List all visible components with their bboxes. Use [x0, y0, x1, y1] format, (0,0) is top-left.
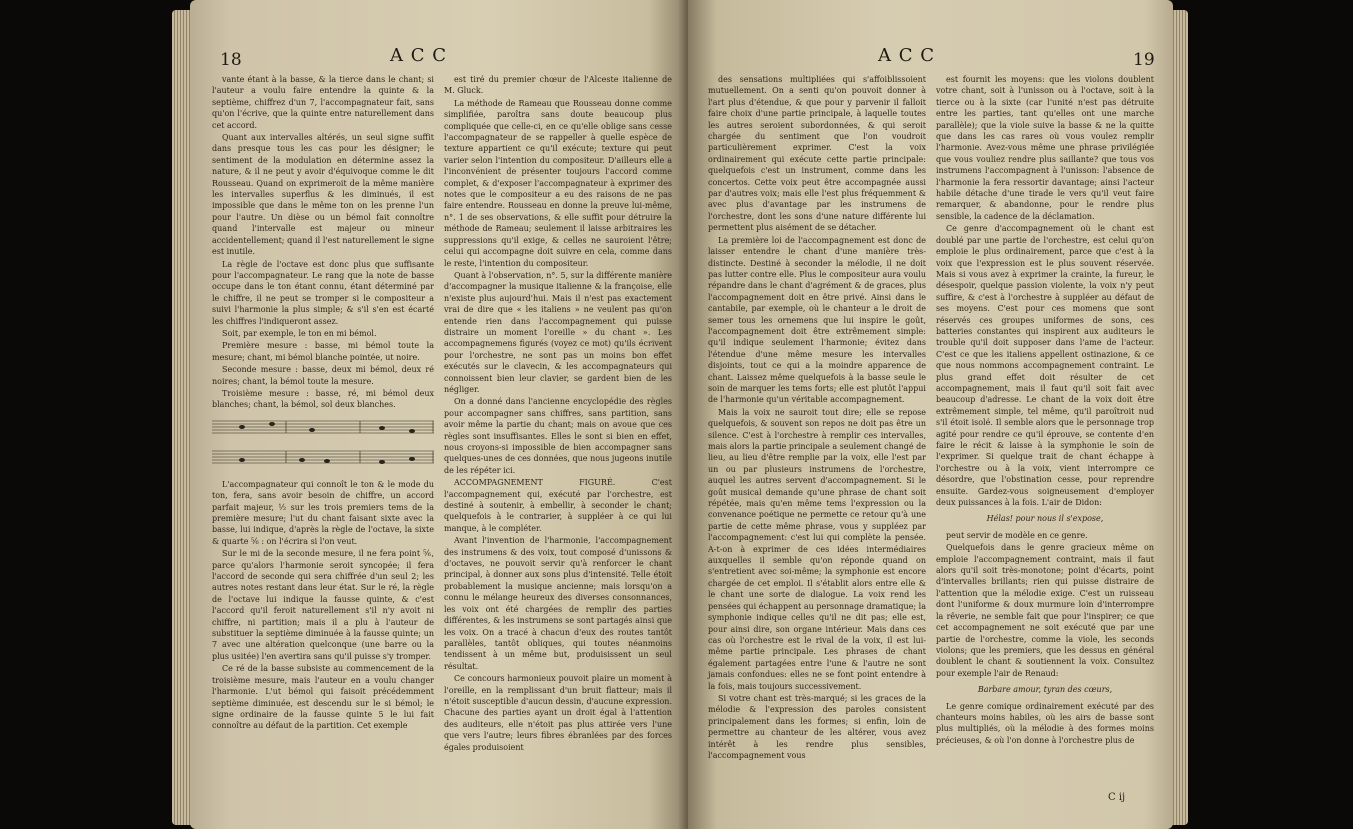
left-column-1	[212, 74, 434, 733]
paragraph: La règle de l'octave est donc plus que suffisante pour l'accompagnateur. Le rang que la note de basse occupe dans le ton étant connu, étant déterminé par le chiffre, il ne peut se tromper si le compositeur a suivi l'harmonie la plus simple; & s'il s'en est écarté les chiffres l'indiqueront assez.	[212, 259, 434, 326]
paragraph: Ce genre d'accompagnement où le chant est doublé par une partie de l'orchestre, est celui qu'on emploie le plus ordinairement, parce que c'est à la voix que l'expression est le plus souvent réservée. Mais si vous avez à exprimer la crainte, la fureur, le désespoir, quelque passion violente, la voix n'y peut suffire, & c'est à l'orchestre à suppléer au défaut de ses moyens. C'est pour ces momens que sont réservés ces groupes uniformes de sons, ces batteries constantes qui inspirent aux auditeurs le trouble qu'il doit supposer dans l'ame de l'acteur. C'est ce que les italiens appellent ostinazione, & ce que nous nommons accompagnement contraint. Le plus grand effet doit résulter de cet accompagnement, mais il faut qu'il soit fait avec beaucoup d'adresse. Le chant de la voix doit être extrêmement simple, tel même, qu'il paroîtroit nud s'il étoit isolé. Il semble alors que le personnage trop agité pour rendre ce qu'il éprouve, se contente d'en faire le récit & laisse à la symphonie le soin de l'exprimer. Si quelque trait de chant échappe à l'orchestre ou à la voix, vient interrompre ce désordre, que l'obstination cesse, pour reprendre ensuite. Gardez-vous soigneusement d'employer deux puissances à la fois. L'air de Didon:	[936, 224, 1154, 508]
paragraph: Mais la voix ne sauroit tout dire; elle se repose quelquefois, & souvent son repos ne doit pas être un silence. C'est à l'orchestre à remplir ces intervalles, mais alors la partie principale a seulement changé de lieu, au lieu d'être remplie par la voix, elle l'est par un ou par plusieurs instrumens de l'orchestre, auquel les autres servent d'accompagnement. Si le goût musical demande qu'une phrase de chant soit répétée, mais qu'en même tems l'expression ou la convenance poétique ne permette ce retour qu'à une partie de cette même phrase, vous y suppléez par l'accompagnement: c'est lui qui complète la pensée. A-t-on à exprimer de ces idées intermédiaires auxquelles il semble qu'on réponde quand on s'entretient avec soi-même; la symphonie est encore chargée de cet emploi. Il s'établit alors entre elle & le chant une sorte de dialogue. La voix rend les pensées qui échappent au personnage dramatique; la symphonie indique celles qu'il ne dit pas; elle est, pour ainsi dire, son organe intérieur. Mais dans ces cas où l'orchestre est le rival de la voix, il est lui-même partie principale. Les phrases de chant également partagées entre l'une & l'autre ne sont jamais confondues: elles ne se font point entendre à la fois, mais toujours successivement.	[708, 407, 926, 691]
paragraph: Quant aux intervalles altérés, un seul signe suffit dans presque tous les cas pour les désigner; le sentiment de la modulation en détermine assez la nature, & il ne peut y avoir d'équivoque comme le dit Rousseau. Quand on exprimeroit de la même manière les intervalles superflus & les diminués, il est impossible que dans le même ton on les prenne l'un pour l'autre. Un dièse ou un bémol fait connoître quand l'intervalle est majeur ou mineur accidentellement; quand il l'est naturellement le signe est inutile.	[212, 133, 434, 257]
page-header: A C C	[390, 45, 447, 66]
signature-mark: C ij	[1108, 792, 1126, 803]
paragraph: peut servir de modèle en ce genre.	[946, 530, 1088, 540]
paragraph: Soit, par exemple, le ton en mi bémol.	[222, 328, 377, 338]
page-header: A C C	[878, 45, 935, 66]
paragraph: est fournit les moyens: que les violons doublent votre chant, soit à l'unisson ou à l'octave, soit à la tierce ou à la sixte (car l'unité n'est pas détruite entre les parties, tant qu'elles ont une marche parallèle); que la viole suive la basse & ne la quitte que dans les cas rares où vous voulez remplir l'harmonie. Avez-vous même une phrase privilégiée que vous vouliez rendre plus saillante? que tous vos instrumens l'accompagnent à l'unisson: l'absence de l'harmonie la fera ressortir davantage; ainsi l'acteur habile détache d'une tirade le vers qu'il veut faire remarquer, & abandonne, pour le rendre plus sensible, la cadence de la déclamation.	[936, 75, 1154, 221]
paragraph: est tiré du premier chœur de l'Alceste italienne de M. Gluck.	[444, 75, 672, 96]
right-column-1	[708, 74, 926, 762]
paragraph: Avant l'invention de l'harmonie, l'accompagnement des instrumens & des voix, tout composé d'unissons & d'octaves, ne pouvoit servir qu'à renforcer le chant principal, à donner aux sons plus d'intensité. Telle étoit probablement la musique ancienne; mais lorsqu'on a connu le mélange heureux des diverses consonnances, les voix ont été chargées de remplir des parties différentes, & les instrumens se sont partagés ainsi que les voix. On a tracé à chacun d'eux des routes tantôt parallèles, tantôt obliques, qui toutes néanmoins tendissent à un même but, produisissent un seul résultat.	[444, 536, 672, 671]
paragraph: Troisième mesure : basse, ré, mi bémol deux blanches; chant, la bémol, sol deux blanches.	[212, 388, 434, 410]
paragraph: Si votre chant est très-marqué; si les graces de la mélodie & l'expression des paroles consistent principalement dans les formes; si enfin, loin de permettre au chanteur de les altérer, vous avez intérêt à les rendre plus sensibles, l'accompagnement vous	[708, 693, 926, 760]
paragraph: L'accompagnateur qui connoît le ton & le mode du ton, fera, sans avoir besoin de chiffre, un accord parfait majeur, ½ sur les trois premiers tems de la première mesure; l'ut du chant faisant sixte avec la basse, lui indique, d'après la règle de l'octave, la sixte & quarte ⅚ : on l'écrira si l'on veut.	[212, 479, 434, 546]
paragraph: On a donné dans l'ancienne encyclopédie des règles pour accompagner sans chiffres, sans partition, sans avoir même la partie du chant; mais on avoue que ces règles sont insuffisantes. Elles le sont si bien en effet, nous croyons-si impossible de bien accompagner sans quelques-unes de ces données, que nous jugeons inutile de les répéter ici.	[444, 397, 672, 475]
page-number: 19	[1133, 50, 1155, 70]
paragraph: Quant à l'observation, n°. 5, sur la différente manière d'accompagner la musique italienne & la françoise, elle n'existe plus aujourd'hui. Mais il n'est pas exactement vrai de dire que « les italiens » ne veulent pas qu'on entende rien dans l'accompagnement qui puisse distraire un moment l'oreille » du chant ». Les accompagnemens figurés (voyez ce mot) qu'ils écrivent pour l'orchestre, ne sont pas un moins bon effet exécutés sur le clavecin, & les accompagnateurs qui connoissent bien leur clavier, se gardent bien de les négliger.	[444, 270, 672, 394]
page-stack-left	[172, 10, 192, 825]
right-page	[688, 0, 1173, 829]
paragraph: Seconde mesure : basse, deux mi bémol, deux ré noires; chant, la bémol toute la mesure.	[212, 365, 434, 386]
paragraph: La première loi de l'accompagnement est donc de laisser entendre le chant d'une manière très-distincte. Destiné à seconder la mélodie, il ne doit pas lutter contre elle. Plus le compositeur aura voulu répandre dans le chant d'agrément & de graces, plus l'accompagnement doit en être privé. Ainsi dans le cantabile, par exemple, où le chanteur a le droit de semer tous les ornemens que lui inspire le goût, l'accompagnement doit être extrêmement simple: qu'il indique seulement l'harmonie; évitez dans l'étendue d'une même mesure les intervalles disjoints, tout ce qui a la moindre apparence de chant. Laissez même quelquefois à la basse seule le soin de marquer les tems forts; elle est plutôt l'appui de l'harmonie qu'un véritable accompagnement.	[708, 235, 926, 405]
paragraph: ACCOMPAGNEMENT FIGURÉ. C'est l'accompagnement qui, exécuté par l'orchestre, est destiné à soutenir, à embellir, à seconder le chant; quelquefois à le contrarier, à suppléer à ce qui lui manque, à le compléter.	[444, 478, 672, 533]
music-staves	[212, 415, 434, 475]
paragraph: La méthode de Rameau que Rousseau donne comme simplifiée, paroîtra sans doute beaucoup plus compliquée que celle-ci, en ce qu'elle oblige sans cesse l'accompagnateur de se rappeller à quelle espèce de texture appartient ce qu'il exécute; texture qui peut varier selon l'intention du compositeur. D'ailleurs elle a l'inconvénient de présenter toujours l'accord comme complet, & d'exposer l'accompagnateur à exprimer des notes que le compositeur a eu des raisons de ne pas faire entendre. Rousseau en donne la preuve lui-même, n°. 1 de ses observations, & elle suffit pour détruire la méthode de Rameau; seulement il laisse arbitraires les suppressions qu'il exige, & celles ne sauroient l'être; celui qui accompagne doit suivre en cela, comme dans le reste, l'intention du compositeur.	[444, 98, 672, 268]
page-number: 18	[220, 50, 242, 70]
paragraph: Sur le mi de la seconde mesure, il ne fera point ⅚, parce qu'alors l'harmonie seroit syncopée; il fera l'accord de seconde qui sera chiffrée d'un seul 2; les autres notes restant dans leur état. Sur le ré, la règle de l'octave lui indique la fausse quinte, & c'est l'accord qu'il feroit naturellement s'il n'y avoit ni chiffre, ni partition; mais il a plu à l'auteur de substituer la septième diminuée à la fausse quinte; un 7 avec une altération quelconque (une barre ou la plus usitée) l'en avertira sans qu'il puisse s'y tromper.	[212, 549, 434, 661]
paragraph: des sensations multipliées qui s'affoiblissoient mutuellement. On a senti qu'on pouvoit donner à l'art plus d'étendue, & que pour y parvenir il falloit faire choix d'une partie principale, à laquelle toutes les autres seroient subordonnées, & qui seroit chargée du sentiment que l'on voudroit particulièrement exprimer. C'est la voix ordinairement qui exécute cette partie principale: quelquefois c'est un instrument, comme dans les concertos. Cette voix peut être accompagnée aussi par d'autres voix; mais elle l'est plus fréquemment & avec plus d'avantage par les instrumens de l'orchestre, dont les sons d'une nature différente lui permettent plus aisément de se détacher.	[708, 75, 926, 233]
paragraph: Quelquefois dans le genre gracieux même on emploie l'accompagnement contraint, mais il faut alors qu'il soit très-monotone; point d'écarts, point d'intervalles brillants; rien qui puisse distraire de l'attention que la mélodie exige. C'est un ruisseau dont l'uniforme & doux murmure loin d'interrompre la rêverie, ne semble fait que pour l'inspirer; ce que cet accompagnement ne soit exécuté que par une partie de l'orchestre, comme la viole, les seconds violons; que les premiers, que les dessus en général doublent le chant & soutiennent la voix. Consultez pour exemple l'air de Renaud:	[936, 543, 1154, 678]
right-column-2	[936, 74, 1154, 747]
music-notation-example	[212, 415, 434, 475]
quoted-verse: Barbare amour, tyran des cœurs,	[977, 685, 1113, 695]
left-page	[190, 0, 688, 829]
quoted-verse: Hélas! pour nous il s'expose,	[986, 514, 1104, 524]
paragraph: vante étant à la basse, & la tierce dans le chant; si l'auteur a voulu faire entendre la quinte & la septième, chiffrez d'un 7, l'accompagnateur fait, sans qu'on l'écrive, que la quinte entre naturellement dans cet accord.	[212, 75, 434, 130]
paragraph: Ce concours harmonieux pouvoit plaire un moment à l'oreille, en la remplissant d'un bruit flatteur; mais il n'étoit susceptible d'aucun dessin, d'aucune expression. Chacune des parties ayant un droit égal à l'attention des auditeurs, elle n'étoit pas plus attirée vers l'une que vers l'autre; leurs fibres ébranlées par des forces égales produisoient	[444, 674, 672, 752]
paragraph: Le genre comique ordinairement exécuté par des chanteurs moins habiles, où les airs de basse sont plus multipliés, où la mélodie à des formes moins précieuses, & où l'on donne à l'orchestre plus de	[936, 701, 1154, 745]
paragraph: Première mesure : basse, mi bémol toute la mesure; chant, mi bémol blanche pointée, ut noire.	[212, 341, 434, 362]
left-column-2	[444, 74, 672, 754]
paragraph: Ce ré de la basse subsiste au commencement de la troisième mesure, mais l'auteur en a voulu changer l'harmonie. L'ut bémol qui faisoit précédemment septième diminuée, est descendu sur le si bémol; le signe ordinaire de la fausse quinte 5 le lui fait connoître au défaut de la partition. Cet exemple	[212, 664, 434, 731]
